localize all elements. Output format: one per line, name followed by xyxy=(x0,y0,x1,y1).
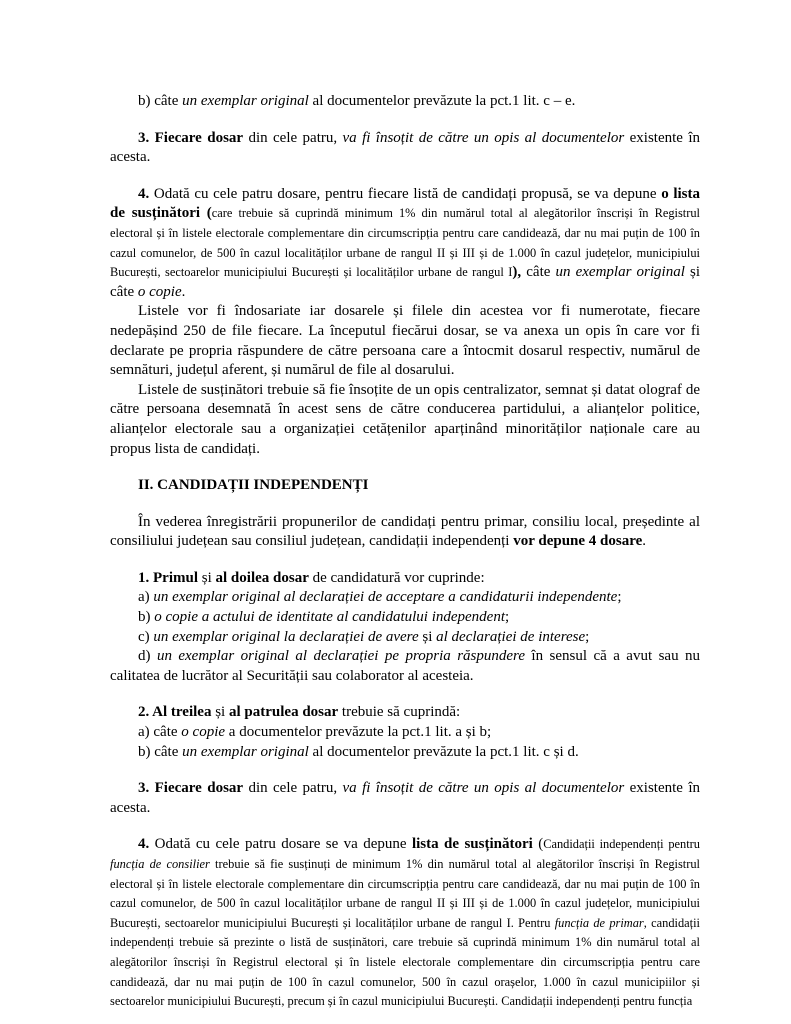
paragraph-4-supporters-independents: 4. Odată cu cele patru dosare se va depune lista de susținători (Candidații independenți pentru funcția de consilier trebuie să fie susținuți de minimum 1% din numărul total al alegătorilor înscriși în Registrul electoral și în listele electorale complementare din circumscripția pentru care candidează, dar nu mai puțin de 100 în cazul comunelor, de 500 în cazul localităților urbane de rangul II și III și de 1.000 în cazul județelor, municipiului București, sectoarelor municipiului București și localităților urbane de rangul I. Pentru funcția de primar, candidații independenți trebuie să prezinte o listă de susținători, care trebuie să cuprindă minimum 1% din numărul total al alegătorilor înscriși în Registrul electoral și în listele electorale complementare din circumscripția pentru care candidează, dar nu mai puțin de 100 în cazul comunelor, 500 în cazul orașelor, 1.000 în cazul municipiilor și sectoarelor municipiului București, precum și în cazul municipiului București. Candidații independenți pentru funcția xyxy=(110,836,700,1009)
paragraph-third-fourth-dossier: 2. Al treilea și al patrulea dosar trebuie să cuprindă: xyxy=(138,704,461,721)
section-heading-independents: II. CANDIDAȚII INDEPENDENȚI xyxy=(138,477,369,494)
paragraph-first-second-dossier: 1. Primul și al doilea dosar de candidatură vor cuprinde: xyxy=(138,569,485,586)
paragraph-files-numbering: Listele vor fi îndosariate iar dosarele și filele din acestea vor fi numerotate, fiecare nedepășind 250 de file fiecare. La începutul fiecărui dosar, se va anexa un opis în care vor fi declarate pe propria răspundere de către persoana care a întocmit dosarul respectiv, numărul de semnături, județul aferent, și numărul de file al dosarului. xyxy=(110,303,700,379)
paragraph-independents-intro: În vederea înregistrării propunerilor de candidați pentru primar, consiliu local, președinte al consiliului județean sau consiliul județean, candidații independenți vor depune 4 dosare. xyxy=(110,513,700,550)
paragraph-centralizing-opis: Listele de susținători trebuie să fie însoțite de un opis centralizator, semnat și datat olograf de către persoana desemnată în acest sens de către conducerea partidului, a alianțelor politice, alianțelor electorale sau a organizației cetățenilor aparținând minorităților naționale care au propus lista de candidați. xyxy=(110,381,700,457)
list-item-copies: a) câte o copie a documentelor prevăzute la pct.1 lit. a și b; xyxy=(138,724,492,741)
paragraph-4-supporters: 4. Odată cu cele patru dosare, pentru fiecare listă de candidați propusă, se va depune o lista de susținători (care trebuie să cuprindă minimum 1% din numărul total al alegătorilor înscriși în Registrul electoral și în listele electorale complementare din circumscripția pentru care candidează, dar nu mai puțin de 100 în cazul comunelor, de 500 în cazul localităților urbane de rangul II și III și de 1.000 în cazul județelor, municipiului București, sectoarelor municipiului București și localităților urbane de rangul I), câte un exemplar original și câte o copie. xyxy=(110,185,701,300)
list-item-d: d) un exemplar original al declarației pe propria răspundere în sensul că a avut sau nu calitatea de lucrător al Securității sau colaborator al acesteia. xyxy=(110,648,701,684)
list-item-c: c) un exemplar original la declarației de avere și al declarației de interese; xyxy=(138,628,590,645)
paragraph-3-opis: 3. Fiecare dosar din cele patru, va fi însoțit de către un opis al documentelor existente în acesta. xyxy=(110,129,700,166)
list-item-a: a) un exemplar original al declarației de acceptare a candidaturii independente; xyxy=(138,589,622,606)
paragraph-b-originals: b) câte un exemplar original al documentelor prevăzute la pct.1 lit. c – e. xyxy=(138,93,576,109)
paragraph-3-opis-independents: 3. Fiecare dosar din cele patru, va fi însoțit de către un opis al documentelor existente în acesta. xyxy=(110,780,700,816)
list-item-originals: b) câte un exemplar original al documentelor prevăzute la pct.1 lit. c și d. xyxy=(138,743,579,760)
document-body xyxy=(110,92,700,1012)
list-item-b: b) o copie a actului de identitate al candidatului independent; xyxy=(138,609,510,626)
